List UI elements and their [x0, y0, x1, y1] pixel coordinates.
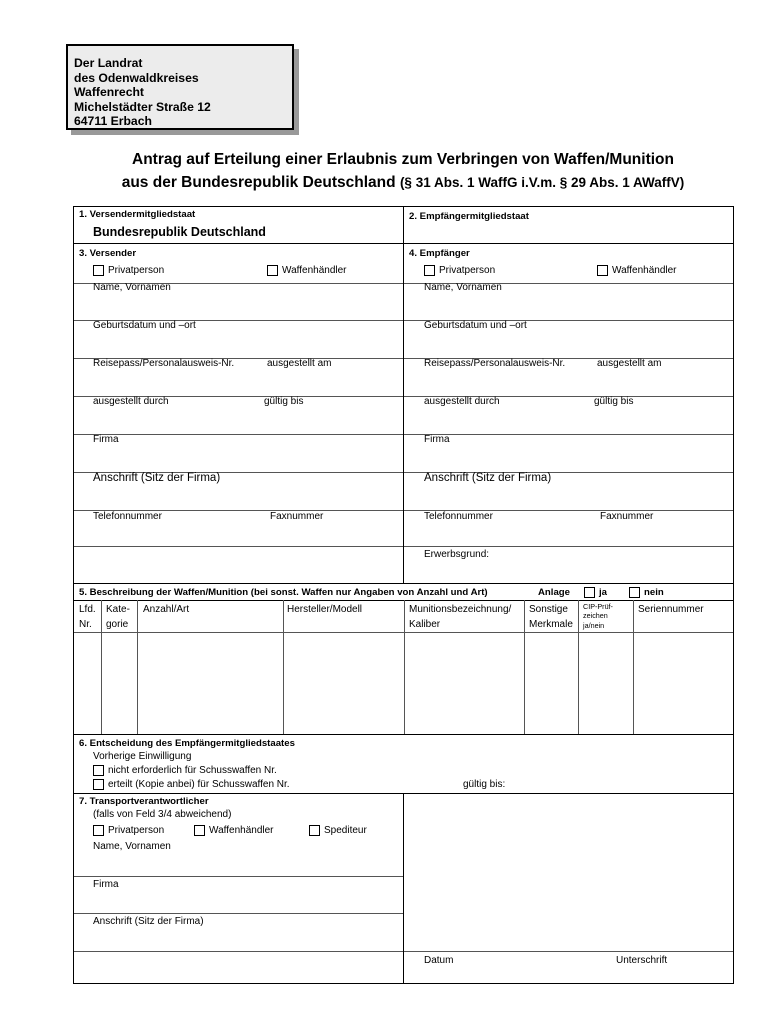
sender-private-label: Privatperson [108, 265, 165, 276]
transport-forwarder-label: Spediteur [324, 825, 367, 836]
sender-dealer-checkbox[interactable] [267, 265, 278, 276]
recipient-dealer-label: Waffenhändler [612, 265, 677, 276]
sender-valid-until-label: gültig bis [264, 396, 304, 407]
recipient-passport-label: Reisepass/Personalausweis-Nr. [424, 358, 566, 369]
date-label: Datum [424, 955, 454, 966]
recipient-private-checkbox[interactable] [424, 265, 435, 276]
col-kate: Kate- [106, 604, 130, 615]
sender-company-address-label: Anschrift (Sitz der Firma) [93, 472, 221, 484]
sender-name-label: Name, Vornamen [93, 282, 171, 293]
sender-passport-label: Reisepass/Personalausweis-Nr. [93, 358, 235, 369]
transport-forwarder-checkbox[interactable] [309, 825, 320, 836]
transport-private-label: Privatperson [108, 825, 165, 836]
sender-fax-label: Faxnummer [270, 511, 324, 522]
transport-dealer-checkbox[interactable] [194, 825, 205, 836]
transport-dealer-label: Waffenhändler [209, 825, 274, 836]
col-serien: Seriennummer [638, 604, 704, 615]
consent-not-required-checkbox[interactable] [93, 765, 104, 776]
col-gorie: gorie [106, 619, 129, 630]
section-5-label: 5. Beschreibung der Waffen/Munition (bei sonst. Waffen nur Angaben von Anzahl und Art) [79, 587, 488, 598]
address-line: Waffenrecht [74, 85, 144, 99]
address-line: Der Landrat [74, 56, 143, 70]
transport-company-address-label: Anschrift (Sitz der Firma) [93, 916, 204, 927]
consent-not-required-label: nicht erforderlich für Schusswaffen Nr. [108, 765, 277, 776]
attachment-no-checkbox[interactable] [629, 587, 640, 598]
legal-reference: (§ 31 Abs. 1 WaffG i.V.m. § 29 Abs. 1 AWaffV) [399, 175, 685, 190]
form-subtitle [73, 174, 733, 192]
sender-dealer-label: Waffenhändler [282, 265, 347, 276]
recipient-issued-by-label: ausgestellt durch [424, 396, 500, 407]
col-anzahl-art: Anzahl/Art [143, 604, 190, 615]
sender-private-checkbox[interactable] [93, 265, 104, 276]
form-title: Antrag auf Erteilung einer Erlaubnis zum Verbringen von Waffen/Munition [132, 151, 674, 168]
signature-label: Unterschrift [616, 955, 668, 966]
recipient-issued-on-label: ausgestellt am [597, 358, 662, 369]
consent-valid-until-label: gültig bis: [463, 779, 506, 790]
consent-label: Vorherige Einwilligung [93, 751, 192, 762]
col-hersteller: Hersteller/Modell [287, 604, 363, 615]
transport-private-checkbox[interactable] [93, 825, 104, 836]
section-7-label: 7. Transportverantwortlicher [79, 796, 209, 807]
col-merkmale: Merkmale [529, 619, 573, 630]
recipient-company-address-label: Anschrift (Sitz der Firma) [424, 472, 552, 484]
address-line: 64711 Erbach [74, 114, 152, 128]
recipient-fax-label: Faxnummer [600, 511, 654, 522]
sender-issued-on-label: ausgestellt am [267, 358, 332, 369]
attachment-yes-label: ja [599, 587, 608, 598]
sender-company-label: Firma [93, 434, 119, 445]
col-lfd: Lfd. [79, 604, 96, 615]
address-line: Michelstädter Straße 12 [74, 99, 211, 114]
consent-granted-checkbox[interactable] [93, 779, 104, 790]
sender-birth-label: Geburtsdatum und –ort [93, 320, 196, 331]
attachment-no-label: nein [644, 587, 664, 598]
col-sonstige: Sonstige [529, 604, 568, 615]
application-form [73, 206, 734, 984]
attachment-yes-checkbox[interactable] [584, 587, 595, 598]
col-cip-1: CIP-Prüf- [583, 602, 613, 611]
col-munition: Munitionsbezeichnung/ [409, 604, 512, 615]
sender-issued-by-label: ausgestellt durch [93, 396, 169, 407]
sender-phone-label: Telefonnummer [93, 511, 162, 522]
col-nr: Nr. [79, 619, 92, 630]
section-7-note: (falls von Feld 3/4 abweichend) [93, 809, 232, 820]
col-cip-2: zeichen [583, 611, 608, 620]
purchase-reason-label: Erwerbsgrund: [424, 549, 490, 560]
recipient-private-label: Privatperson [439, 265, 496, 276]
recipient-company-label: Firma [424, 434, 450, 445]
address-line: des Odenwaldkreises [74, 70, 199, 85]
recipient-valid-until-label: gültig bis [594, 396, 634, 407]
section-4-label: 4. Empfänger [409, 248, 470, 259]
transport-company-label: Firma [93, 879, 119, 890]
transport-name-label: Name, Vornamen [93, 841, 171, 852]
attachment-label: Anlage [538, 587, 570, 598]
recipient-dealer-checkbox[interactable] [597, 265, 608, 276]
col-cip-3: ja/nein [583, 621, 605, 630]
recipient-phone-label: Telefonnummer [424, 511, 493, 522]
section-6-label: 6. Entscheidung des Empfängermitgliedstaates [79, 738, 295, 749]
sender-country-value: Bundesrepublik Deutschland [93, 225, 266, 239]
section-3-label: 3. Versender [79, 248, 137, 259]
recipient-name-label: Name, Vornamen [424, 282, 502, 293]
form-subtitle-main: aus der Bundesrepublik Deutschland [121, 174, 396, 191]
section-2-label: 2. Empfängermitgliedstaat [409, 211, 529, 222]
consent-granted-label: erteilt (Kopie anbei) für Schusswaffen Nr. [108, 779, 290, 790]
section-1-label: 1. Versendermitgliedstaat [79, 209, 196, 220]
col-kaliber: Kaliber [409, 619, 441, 630]
recipient-address-box [66, 44, 294, 130]
recipient-birth-label: Geburtsdatum und –ort [424, 320, 527, 331]
